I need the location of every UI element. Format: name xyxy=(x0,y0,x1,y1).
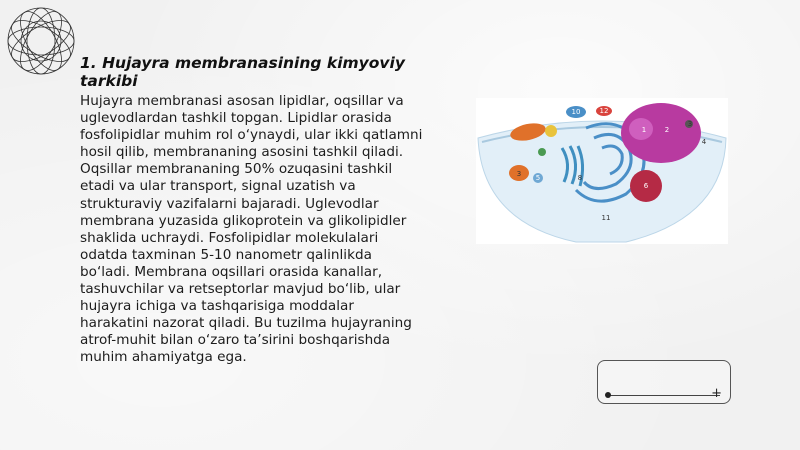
plus-icon[interactable]: + xyxy=(711,386,722,401)
decorative-logo-icon xyxy=(4,4,78,78)
slide-body-text: Hujayra membranasi asosan lipidlar, oqsillar va uglevodlardan tashkil topgan. Lipidlar orasida fosfolipidlar muhim rol o‘ynaydi, ular ikki qatlamni hosil qilib, membrananing asosini tashkil qiladi. Oqsillar membrananing 50% ozuqasini tashkil etadi va ular transport, signal uzatish va strukturaviy vazifalarni bajaradi. Uglevodlar membrana yuzasida glikoprotein va glikolipidler shaklida uchraydi. Fosfolipidlar molekulalari odatda taxminan 5-10 nanometr qalinlikda bo‘ladi. Membrana oqsillari orasida kanallar, tashuvchilar va retseptorlar mavjud bo‘lib, ular hujayra ichiga va tashqarisiga moddalar harakatini nazorat qiladi. Bu tuzilma hujayraning atrof-muhit bilan o‘zaro ta’sirini boshqarishda muhim ahamiyatga ega. xyxy=(80,93,423,366)
slider-handle-icon[interactable] xyxy=(605,392,611,398)
figure-label: 6 xyxy=(643,182,649,190)
figure-label: 11 xyxy=(601,214,611,222)
slider-track[interactable] xyxy=(608,395,720,396)
media-slider-control[interactable] xyxy=(597,360,731,404)
slide-title: 1. Hujayra membranasining kimyoviy tarkibi xyxy=(80,54,405,90)
cell-diagram-image xyxy=(476,98,728,244)
figure-label: 1 xyxy=(641,126,647,134)
figure-label: 5 xyxy=(535,174,541,182)
figure-label: 3 xyxy=(516,170,522,178)
figure-label: 10 xyxy=(571,108,581,116)
figure-label: 3 xyxy=(687,120,693,128)
figure-label: 4 xyxy=(701,138,707,146)
figure-label: 8 xyxy=(577,174,583,182)
figure-label: 2 xyxy=(664,126,670,134)
figure-label: 12 xyxy=(599,107,609,115)
